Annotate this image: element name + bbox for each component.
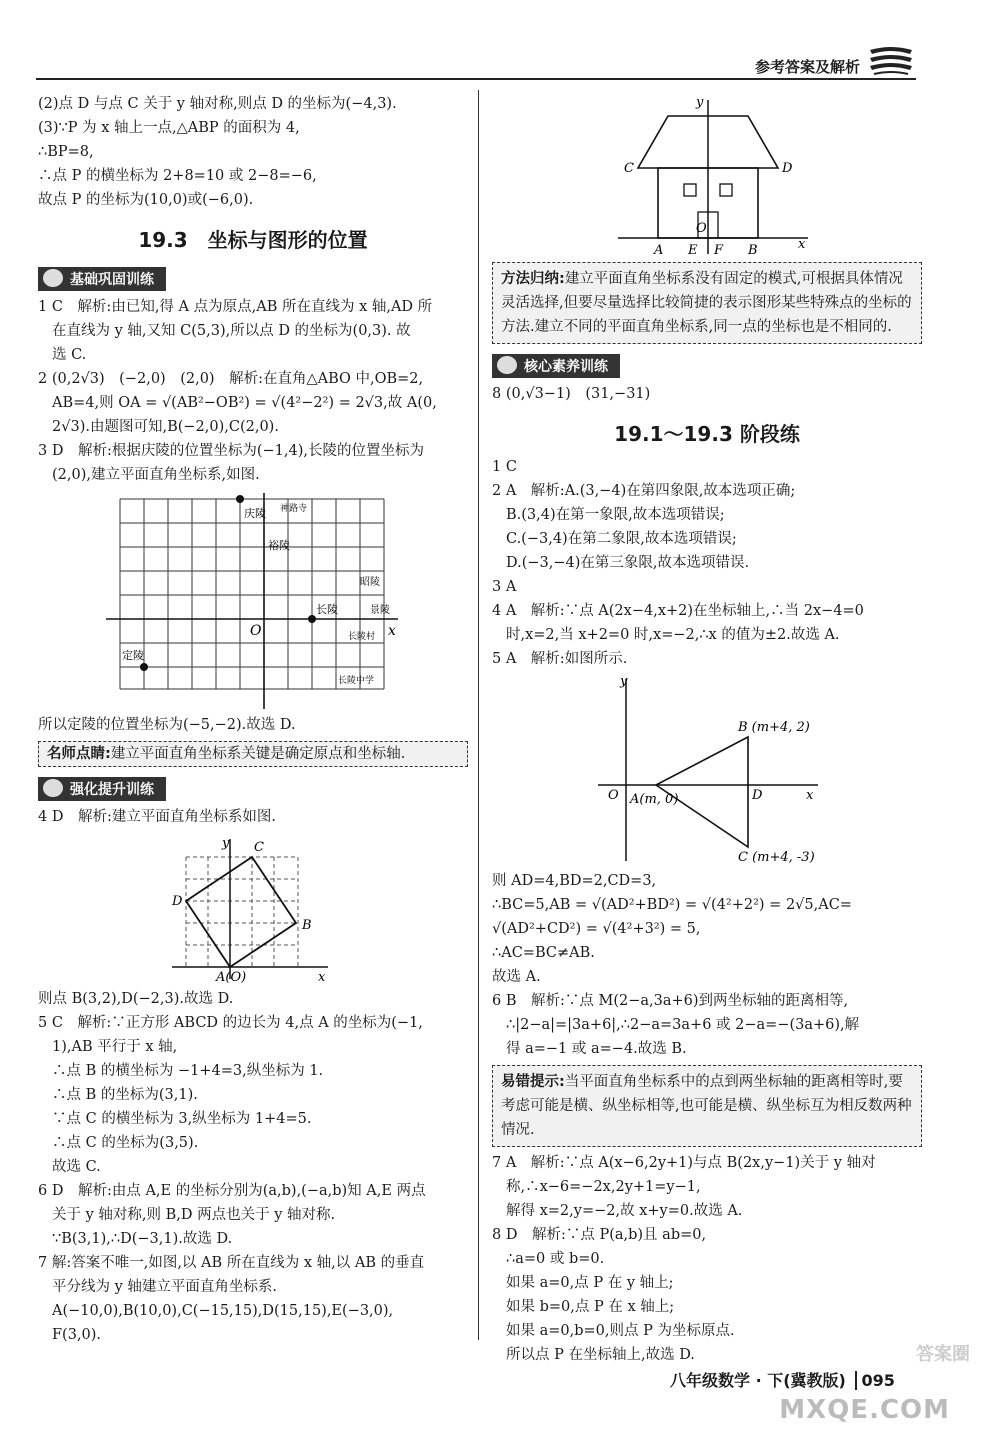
answer-line: 故选 C. [52, 1159, 101, 1175]
answer-line: D.(−3,−4)在第三象限,故本选项错误. [506, 555, 750, 571]
answer-line: 3 A [492, 579, 517, 595]
banner-advanced: 强化提升训练 [38, 777, 166, 801]
answer-line: 如果 b=0,点 P 在 x 轴上; [506, 1299, 675, 1315]
text-line: ∴点 P 的横坐标为 2+8=10 或 2−8=−6, [38, 168, 317, 184]
label-changling: 长陵 [316, 603, 338, 616]
triangle-figure [592, 675, 922, 865]
watermark-site: MXQE.COM [779, 1395, 950, 1425]
label-d: D [752, 788, 763, 803]
answer-line: √(AD²+CD²) = √(4²+3²) = 5, [492, 921, 701, 937]
label-y: y [620, 675, 628, 689]
watermark-text: 答案圈 [916, 1344, 970, 1365]
page-number: 095 [855, 1371, 894, 1390]
label-f: F [714, 243, 724, 256]
square-figure [168, 833, 468, 983]
label-a: A(O) [216, 970, 247, 983]
answer-line: 4 D 解析:建立平面直角坐标系如图. [38, 809, 276, 825]
footer-text: 八年级数学 · 下(冀教版) [670, 1371, 846, 1390]
answer-line: F(3,0). [52, 1327, 102, 1343]
answer-line: 如果 a=0,b=0,则点 P 为坐标原点. [506, 1323, 735, 1339]
page-footer [670, 1368, 895, 1391]
answer-line: 称,∴x−6=−2x,2y+1=y−1, [506, 1179, 701, 1195]
triangle-svg [592, 675, 832, 865]
text-line: ∴BP=8, [38, 144, 94, 160]
answer-line: 6 D 解析:由点 A,E 的坐标分别为(a,b),(−a,b)知 A,E 两点 [38, 1183, 426, 1199]
house-figure [612, 96, 922, 256]
left-column [38, 92, 468, 1347]
answer-line: 则 AD=4,BD=2,CD=3, [492, 873, 657, 889]
label-x: x [318, 970, 326, 983]
label-a: A(m, 0) [630, 792, 679, 807]
answer-line: ∴AC=BC≠AB. [492, 945, 595, 961]
answer-line: 2√3).由题图可知,B(−2,0),C(2,0). [52, 419, 279, 435]
label-village: 长陵村 [348, 632, 376, 642]
label-b: B [302, 918, 312, 933]
answer-line: ∴a=0 或 b=0. [506, 1251, 605, 1267]
answer-line: ∴点 C 的坐标为(3,5). [52, 1135, 199, 1151]
method-label: 方法归纳: [501, 271, 565, 287]
label-x: x [798, 237, 806, 252]
answer-line: ∵点 C 的横坐标为 3,纵坐标为 1+4=5. [52, 1111, 312, 1127]
label-d: D [782, 161, 793, 176]
answer-line: 所以定陵的位置坐标为(−5,−2).故选 D. [38, 717, 296, 733]
text-line: (2)点 D 与点 C 关于 y 轴对称,则点 D 的坐标为(−4,3). [38, 96, 397, 112]
answer-line: B.(3,4)在第一象限,故本选项错误; [506, 507, 725, 523]
label-c: C [624, 161, 634, 176]
answer-line: 关于 y 轴对称,则 B,D 两点也关于 y 轴对称. [52, 1207, 336, 1223]
answer-line: 5 C 解析:∵正方形 ABCD 的边长为 4,点 A 的坐标为(−1, [38, 1015, 423, 1031]
banner-core: 核心素养训练 [492, 354, 620, 378]
answer-line: ∴点 B 的横坐标为 −1+4=3,纵坐标为 1. [52, 1063, 324, 1079]
answer-line: A(−10,0),B(10,0),C(−15,15),D(15,15),E(−3,0), [52, 1303, 394, 1319]
book-stack-icon [866, 44, 916, 78]
answer-line: 故选 A. [492, 969, 541, 985]
label-zhaoling: 昭陵 [360, 577, 380, 588]
answer-line: 2 A 解析:A.(3,−4)在第四象限,故本选项正确; [492, 483, 796, 499]
label-school: 长陵中学 [338, 676, 375, 686]
answer-line: 7 A 解析:∵点 A(x−6,2y+1)与点 B(2x,y−1)关于 y 轴对 [492, 1155, 876, 1171]
header-rule [36, 78, 916, 80]
section-title-stage: 19.1～19.3 阶段练 [614, 422, 800, 446]
method-box [492, 262, 922, 344]
label-b: B (m+4, 2) [738, 720, 810, 735]
label-y: y [696, 96, 704, 110]
answer-line: 6 B 解析:∵点 M(2−a,3a+6)到两坐标轴的距离相等, [492, 993, 849, 1009]
error-tip-text: 当平面直角坐标系中的点到两坐标轴的距离相等时,要考虑可能是横、纵坐标相等,也可能是横、纵坐标互为相反数两种情况. [501, 1074, 912, 1138]
label-b: B [748, 243, 758, 256]
tip-label: 名师点睛: [47, 746, 111, 762]
tip-text: 建立平面直角坐标系关键是确定原点和坐标轴. [110, 746, 406, 762]
answer-line: 1),AB 平行于 x 轴, [52, 1039, 178, 1055]
answer-line: 3 D 解析:根据庆陵的位置坐标为(−1,4),长陵的位置坐标为 [38, 443, 424, 459]
label-e: E [688, 243, 698, 256]
label-origin: O [250, 623, 262, 639]
square-svg [168, 833, 348, 983]
banner-basic: 基础巩固训练 [38, 267, 166, 291]
tomb-grid-figure [98, 491, 468, 709]
answer-line: 如果 a=0,点 P 在 y 轴上; [506, 1275, 674, 1291]
answer-line: 1 C 解析:由已知,得 A 点为原点,AB 所在直线为 x 轴,AD 所 [38, 299, 433, 315]
answer-line: 平分线为 y 轴建立平面直角坐标系. [52, 1279, 278, 1295]
tomb-grid-svg [98, 491, 398, 709]
answer-line: 7 解:答案不唯一,如图,以 AB 所在直线为 x 轴,以 AB 的垂直 [38, 1255, 425, 1271]
label-d: D [172, 894, 183, 909]
answer-line: ∵B(3,1),∴D(−3,1).故选 D. [52, 1231, 233, 1247]
house-svg [612, 96, 812, 256]
label-c: C [254, 840, 264, 855]
label-o: O [608, 788, 619, 803]
answer-line: ∴|2−a|=|3a+6|,∴2−a=3a+6 或 2−a=−(3a+6),解 [506, 1017, 860, 1033]
answer-line: 5 A 解析:如图所示. [492, 651, 628, 667]
right-column [492, 92, 922, 1367]
label-o: O [696, 221, 707, 236]
answer-line: ∴BC=5,AB = √(AD²+BD²) = √(4²+2²) = 2√5,AC= [492, 897, 852, 913]
answer-line: 得 a=−1 或 a=−4.故选 B. [506, 1041, 687, 1057]
header-title: 参考答案及解析 [754, 58, 860, 76]
label-x: x [806, 788, 814, 803]
answer-line: ∴点 B 的坐标为(3,1). [52, 1087, 198, 1103]
column-divider [478, 90, 479, 1340]
answer-line: 时,x=2,当 x+2=0 时,x=−2,∴x 的值为±2.故选 A. [506, 627, 840, 643]
label-yuling: 裕陵 [268, 539, 290, 552]
label-sign: 神路寺 [280, 504, 308, 514]
label-y: y [222, 836, 230, 851]
answer-line: (2,0),建立平面直角坐标系,如图. [52, 467, 260, 483]
answer-line: 2 (0,2√3) (−2,0) (2,0) 解析:在直角△ABO 中,OB=2, [38, 371, 424, 387]
label-qingling: 庆陵 [244, 507, 266, 520]
answer-line: 8 D 解析:∵点 P(a,b)且 ab=0, [492, 1227, 707, 1243]
answer-line: 则点 B(3,2),D(−2,3).故选 D. [38, 991, 234, 1007]
method-text: 建立平面直角坐标系没有固定的模式,可根据具体情况灵活选择,但要尽量选择比较简捷的表示图形某些特殊点的坐标的方法.建立不同的平面直角坐标系,同一点的坐标也是不相同的. [501, 271, 912, 335]
answer-line: 4 A 解析:∵点 A(2x−4,x+2)在坐标轴上,∴当 2x−4=0 [492, 603, 864, 619]
section-title: 19.3 坐标与图形的位置 [138, 228, 368, 252]
label-x: x [388, 623, 396, 639]
error-tip-box [492, 1065, 922, 1147]
answer-line: AB=4,则 OA = √(AB²−OB²) = √(4²−2²) = 2√3,故 A(0, [52, 395, 437, 411]
text-line: (3)∵P 为 x 轴上一点,△ABP 的面积为 4, [38, 120, 300, 136]
answer-line: 所以点 P 在坐标轴上,故选 D. [506, 1347, 695, 1363]
tip-box [38, 741, 468, 767]
error-tip-label: 易错提示: [501, 1074, 565, 1090]
answer-line: 8 (0,√3−1) (31,−31) [492, 386, 651, 402]
answer-line: 在直线为 y 轴,又知 C(5,3),所以点 D 的坐标为(0,3). 故 [52, 323, 411, 339]
answer-line: C.(−3,4)在第二象限,故本选项错误; [506, 531, 737, 547]
answer-line: 解得 x=2,y=−2,故 x+y=0.故选 A. [506, 1203, 743, 1219]
label-c: C (m+4, -3) [738, 850, 815, 865]
answer-line: 1 C [492, 459, 517, 475]
label-a: A [654, 243, 664, 256]
text-line: 故点 P 的坐标为(10,0)或(−6,0). [38, 192, 254, 208]
label-xinling: 景陵 [370, 605, 390, 616]
label-dingling: 定陵 [122, 649, 144, 662]
answer-line: 选 C. [52, 347, 87, 363]
